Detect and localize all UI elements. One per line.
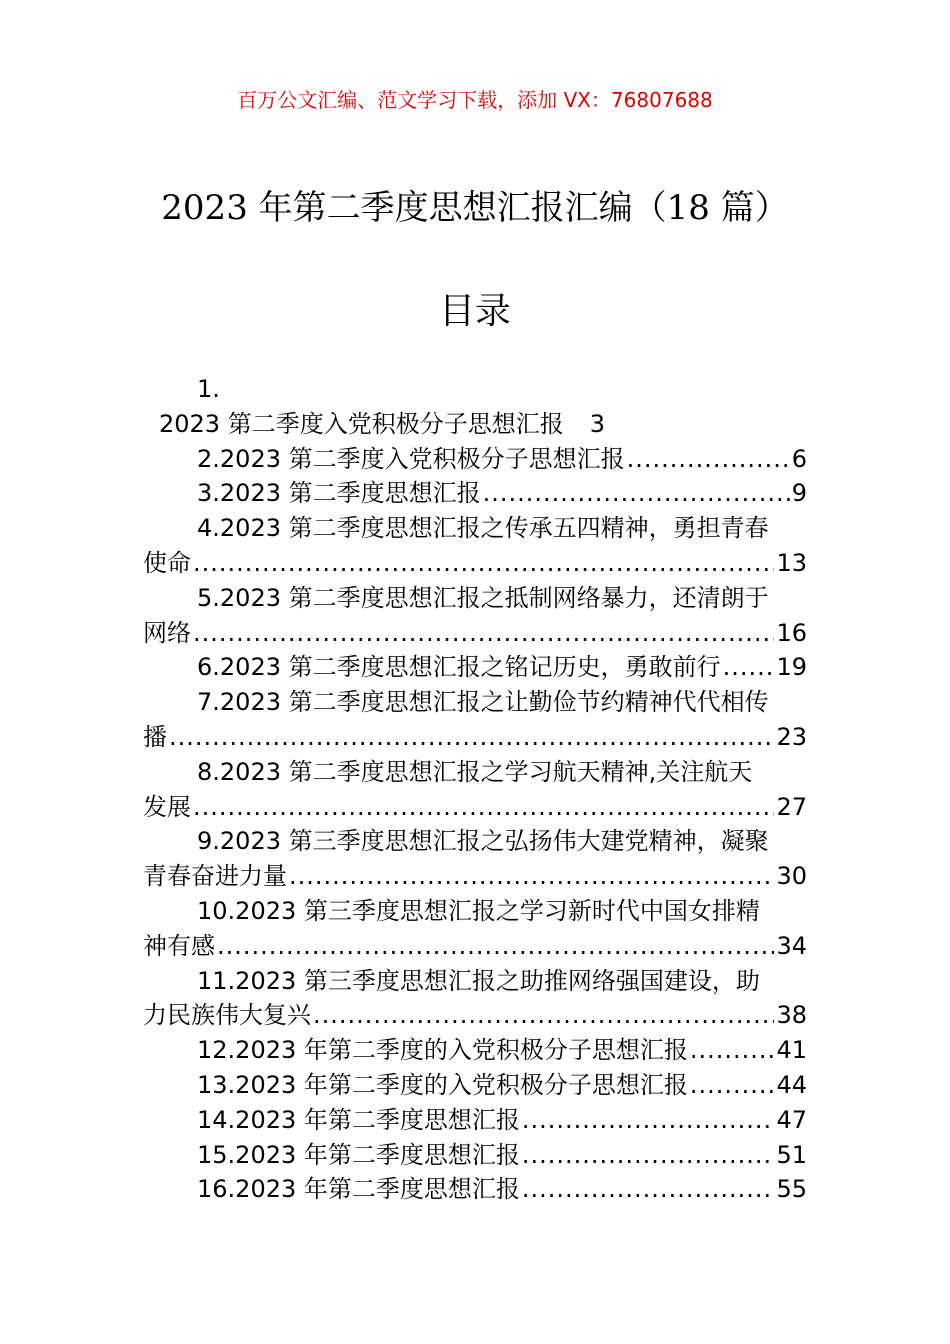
toc-leader-dots: [193, 790, 774, 825]
toc-entry-page: 47: [776, 1105, 807, 1134]
toc-entry-12[interactable]: [143, 1033, 807, 1068]
header-note: 百万公文汇编、范文学习下载，添加 VX：76807688: [237, 88, 713, 112]
toc-entry-text: 11.2023 第三季度思想汇报之助推网络强国建设，助: [197, 966, 760, 995]
toc-entry-text-cont: 青春奋进力量: [143, 862, 287, 891]
toc-entry-13[interactable]: [143, 1068, 807, 1103]
document-title: 2023 年第二季度思想汇报汇编（18 篇）: [161, 188, 789, 228]
toc-entry-page: 27: [776, 792, 807, 821]
toc-entry-7[interactable]: [143, 685, 807, 755]
toc-entry-page: 55: [776, 1175, 807, 1204]
toc-entry-14[interactable]: [143, 1103, 807, 1138]
toc-entry-page: 44: [776, 1070, 807, 1099]
toc-entry-text: 9.2023 第三季度思想汇报之弘扬伟大建党精神，凝聚: [197, 827, 769, 856]
toc-entry-page: 9: [791, 479, 807, 508]
toc-entry-text-cont: 发展: [143, 792, 191, 821]
toc-entry-text: 10.2023 第三季度思想汇报之学习新时代中国女排精: [197, 896, 760, 925]
toc-entry-page: 19: [776, 653, 807, 682]
toc-entry-3[interactable]: [143, 476, 807, 511]
toc-entry-4[interactable]: [143, 511, 807, 581]
toc-entry-text: 13.2023 年第二季度的入党积极分子思想汇报: [197, 1070, 688, 1099]
toc-entry-page: 34: [776, 931, 807, 960]
toc-entry-text: 14.2023 年第二季度思想汇报: [197, 1105, 520, 1134]
toc-entry-2[interactable]: [143, 442, 807, 477]
toc-leader-dots: [483, 476, 790, 511]
toc-leader-dots: [217, 929, 774, 964]
toc-entry-1[interactable]: [143, 407, 807, 442]
toc-entry-page: 6: [791, 444, 807, 473]
toc-leader-dots: [723, 650, 775, 685]
toc-entry-page: 38: [776, 1001, 807, 1030]
toc-entry-page: 30: [776, 862, 807, 891]
toc-entry-text: 15.2023 年第二季度思想汇报: [197, 1140, 520, 1169]
toc-heading: 目录: [438, 291, 511, 332]
toc-entry-page: 13: [776, 548, 807, 577]
toc-entry-15[interactable]: [143, 1138, 807, 1173]
toc-entry-text-cont: 网络: [143, 618, 191, 647]
toc-entry-text: 3.2023 第二季度思想汇报: [197, 479, 481, 508]
toc-entry-page: 23: [776, 722, 807, 751]
toc-entry-8[interactable]: [143, 755, 807, 825]
toc-entry-page: 51: [776, 1140, 807, 1169]
toc-entry-text: 6.2023 第二季度思想汇报之铭记历史，勇敢前行: [197, 653, 721, 682]
toc-leader-dots: [193, 546, 774, 581]
toc-entry-text: 2.2023 第二季度入党积极分子思想汇报: [197, 444, 625, 473]
toc-leader-dots: [169, 720, 774, 755]
toc-entry-10[interactable]: [143, 894, 807, 964]
toc-entry-text: 16.2023 年第二季度思想汇报: [197, 1175, 520, 1204]
toc-leader-dots: [313, 998, 774, 1033]
toc-entry-text: 2023 第二季度入党积极分子思想汇报: [159, 409, 564, 438]
toc-leader-dots: [522, 1172, 775, 1207]
toc-entry-page: 3: [589, 409, 605, 438]
toc-entry-text-cont: 播: [143, 722, 167, 751]
toc-leader-dots: [690, 1068, 775, 1103]
toc-leader-dots: [690, 1033, 775, 1068]
toc-entry-1-number: 1.: [197, 375, 220, 403]
toc-leader-dots: [193, 616, 774, 651]
toc-entry-text-cont: 神有感: [143, 931, 215, 960]
toc-entry-6[interactable]: [143, 650, 807, 685]
toc-leader-dots: [522, 1138, 775, 1173]
toc-leader-dots: [627, 442, 790, 477]
toc-entry-text: 5.2023 第二季度思想汇报之抵制网络暴力，还清朗于: [197, 583, 769, 612]
toc-entry-text-cont: 使命: [143, 548, 191, 577]
toc-entry-11[interactable]: [143, 964, 807, 1034]
toc-entry-text: 8.2023 第二季度思想汇报之学习航天精神,关注航天: [197, 757, 753, 786]
toc-entry-9[interactable]: [143, 824, 807, 894]
toc-entry-text: 7.2023 第二季度思想汇报之让勤俭节约精神代代相传: [197, 688, 769, 717]
toc-entry-page: 16: [776, 618, 807, 647]
toc-entry-page: 41: [776, 1036, 807, 1065]
toc-leader-dots: [289, 859, 774, 894]
toc-entry-16[interactable]: [143, 1172, 807, 1207]
table-of-contents: [143, 372, 807, 1207]
toc-entry-text-cont: 力民族伟大复兴: [143, 1001, 311, 1030]
toc-entry-5[interactable]: [143, 581, 807, 651]
toc-entry-text: 4.2023 第二季度思想汇报之传承五四精神，勇担青春: [197, 514, 769, 543]
toc-leader-dots: [522, 1103, 775, 1138]
toc-entry-text: 12.2023 年第二季度的入党积极分子思想汇报: [197, 1036, 688, 1065]
